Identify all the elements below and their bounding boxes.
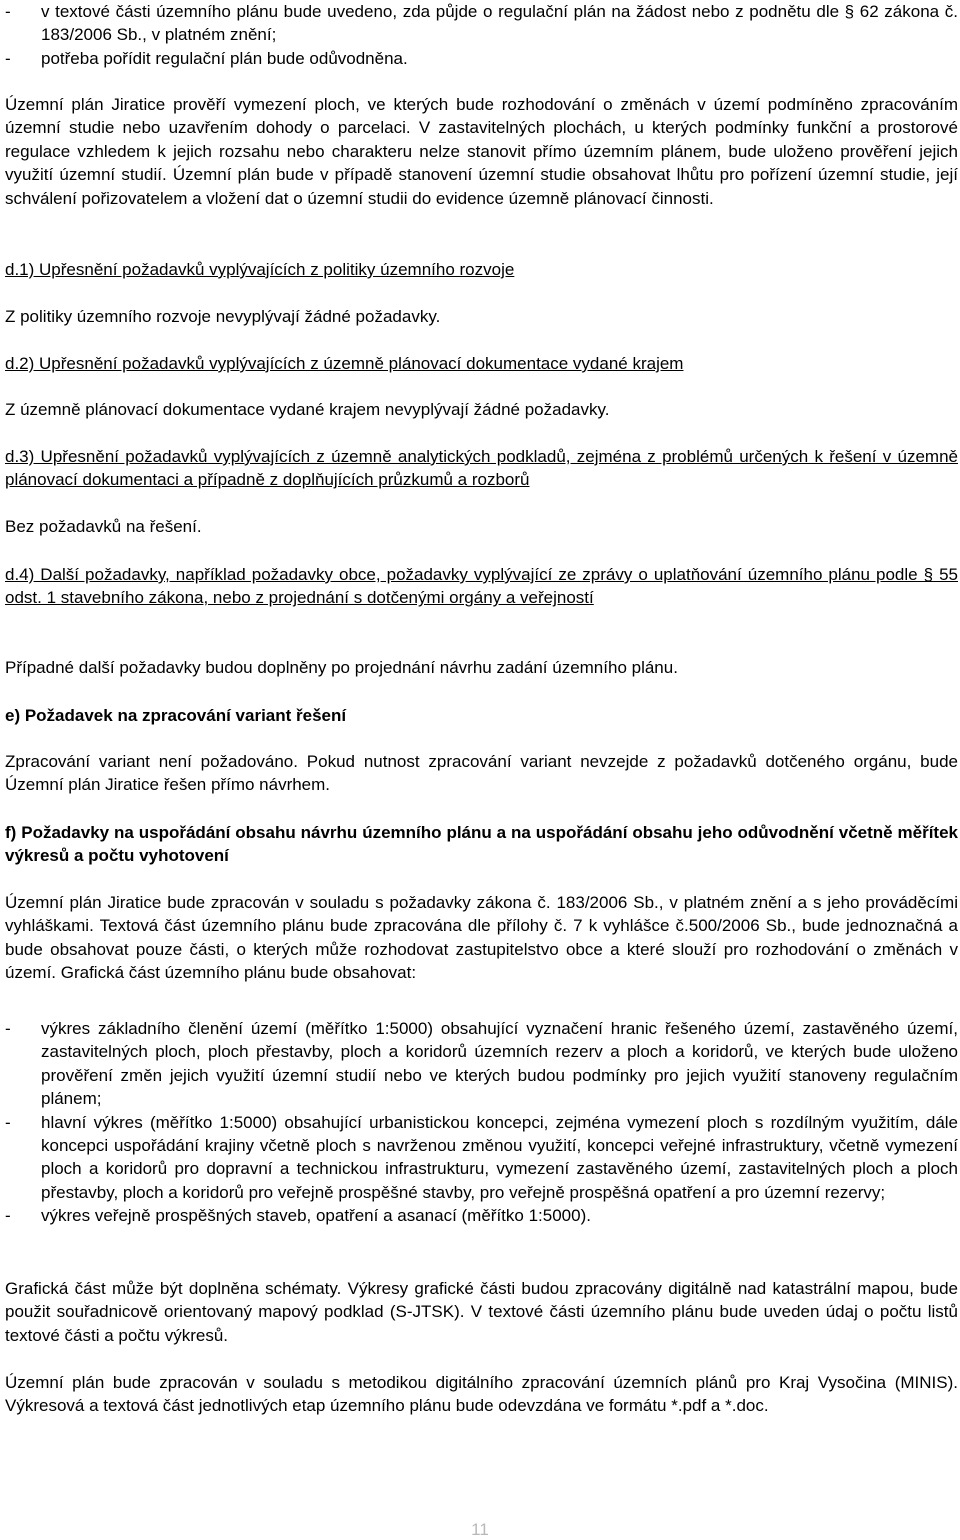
section-f-heading: f) Požadavky na uspořádání obsahu návrhu územního plánu a na uspořádání obsahu jeho odůvodnění včetně měřítek výkresů a počtu vyhotovení [5,823,958,866]
section-f-paragraph-1: Územní plán Jiratice bude zpracován v souladu s požadavky zákona č. 183/2006 Sb., v platném znění a s jeho prováděcími vyhláškami. Textová část územního plánu bude zpracována dle přílohy č. 7 k vyhlášce č.500/2006 Sb., bude jednoznačná a bude obsahovat pouze části, o kterých může rozhodovat zastupitelstvo obce a které slouží pro rozhodování o změnách v území. Grafická část územního plánu bude obsahovat: [5,893,958,983]
section-d4-heading: d.4) Další požadavky, například požadavky obce, požadavky vyplývající ze zprávy o uplatňování územního plánu podle § 55 odst. 1 stavebního zákona, nebo z projednání s dotčenými orgány a veřejností [5,565,958,608]
list-item: - výkres veřejně prospěšných staveb, opatření a asanací (měřítko 1:5000). [5,1206,591,1226]
top-list [5,0,958,70]
page-number: 11 [471,1520,489,1539]
intro-paragraph: Územní plán Jiratice prověří vymezení ploch, ve kterých bude rozhodování o změnách v území podmíněno zpracováním územní studie nebo uzavřením dohody o parcelaci. V zastavitelných plochách, u kterých podmínky funkční a prostorové regulace vzhledem k jejich rozsahu nebo charakteru nelze stanovit přímo územním plánem, bude uloženo prověření jejich využití územní studií. Územní plán bude v případě stanovení územní studie obsahovat lhůtu pro pořízení územní studie, její schválení pořizovatelem a vložení dat o územní studii do evidence územně plánovací činnosti. [5,95,958,208]
section-d1-heading: d.1) Upřesnění požadavků vyplývajících z politiky územního rozvoje [5,260,515,279]
section-e-heading: e) Požadavek na zpracování variant řešení [5,706,347,725]
list-item: - v textové části územního plánu bude uvedeno, zda půjde o regulační plán na žádost nebo z podnětu dle § 62 zákona č. 183/2006 Sb., v platném znění; [5,2,958,45]
section-d2-heading: d.2) Upřesnění požadavků vyplývajících z územně plánovací dokumentace vydané krajem [5,354,684,373]
section-f-paragraph-2: Grafická část může být doplněna schématy. Výkresy grafické části budou zpracovány digitálně nad katastrální mapou, bude použit souřadnicově orientovaný mapový podklad (S-JTSK). V textové části územního plánu bude uveden údaj o počtu listů textové části a počtu výkresů. [5,1279,958,1345]
section-d3-heading: d.3) Upřesnění požadavků vyplývajících z územně analytických podkladů, zejména z problémů určených k řešení v územně plánovací dokumentaci a případně z doplňujících průzkumů a rozborů [5,447,958,490]
list-item: - hlavní výkres (měřítko 1:5000) obsahující urbanistickou koncepci, zejména vymezení ploch s rozdílným využitím, dále koncepci uspořádání krajiny včetně ploch s navrženou změnou využití, koncepci veřejné infrastruktury, včetně vymezení ploch a koridorů pro dopravní a technickou infrastrukturu, vymezení zastavěného území, zastavitelných ploch a ploch přestavby, ploch a koridorů pro veřejně prospěšné stavby, pro veřejně prospěšná opatření a pro územní rezervy; [5,1112,958,1202]
section-d3-text: Bez požadavků na řešení. [5,517,202,536]
list-item: - výkres základního členění území (měřítko 1:5000) obsahující vyznačení hranic řešeného území, zastavěného území, zastavitelných ploch, ploch přestavby, ploch a koridorů územních rezerv a ploch a koridorů, ve kterých bude uloženo prověření změn jejich využití územní studií nebo ve kterých budou podmínky pro jejich využití stanoveny regulačním plánem; [5,1019,958,1109]
section-d4-text: Případné další požadavky budou doplněny po projednání návrhu zadání územního plánu. [5,658,678,677]
section-d1-text: Z politiky územního rozvoje nevyplývají žádné požadavky. [5,307,441,326]
list-item: - potřeba pořídit regulační plán bude odůvodněna. [5,48,408,68]
drawing-list [5,1017,958,1228]
section-d2-text: Z územně plánovací dokumentace vydané krajem nevyplývají žádné požadavky. [5,400,610,419]
section-f-paragraph-3: Územní plán bude zpracován v souladu s metodikou digitálního zpracování územních plánů pro Kraj Vysočina (MINIS). Výkresová a textová část jednotlivých etap územního plánu bude odevzdána ve formátu *.pdf a *.doc. [5,1373,958,1416]
section-e-text: Zpracování variant není požadováno. Pokud nutnost zpracování variant nevzejde z požadavků dotčeného orgánu, bude Územní plán Jiratice řešen přímo návrhem. [5,752,958,795]
